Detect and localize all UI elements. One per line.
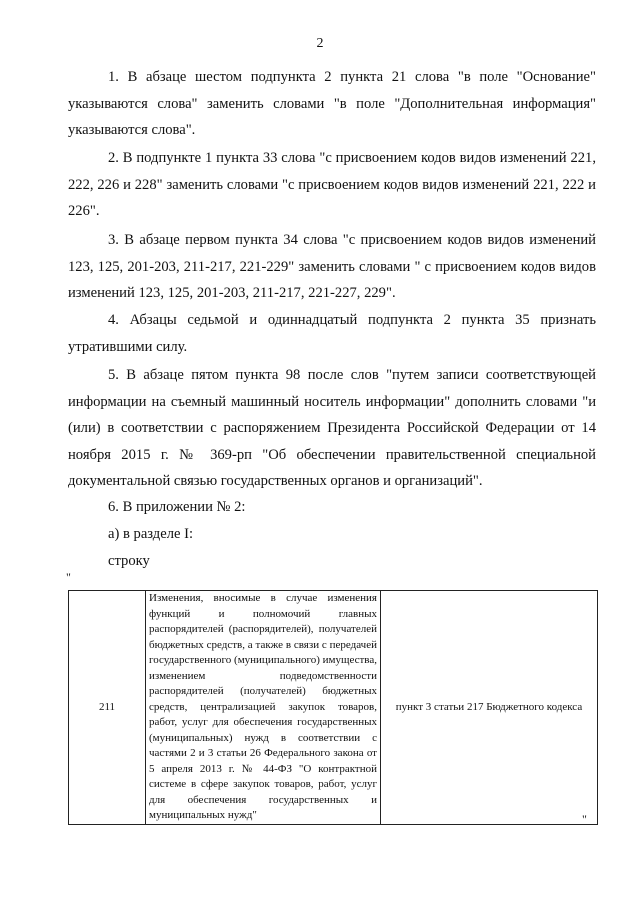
amendment-table (68, 590, 598, 825)
paragraph-3: 3. В абзаце первом пункта 34 слова "с присвоением кодов видов изменений 123, 125, 201-203, 211-217, 221-229" заменить словами " с присвоением кодов видов изменений 123, 125, 201-203, 211-217, 221-227, 229". (68, 232, 596, 301)
paragraph-6: 6. В приложении № 2: (108, 499, 246, 515)
code-cell: 211 (69, 591, 146, 825)
paragraph-2: 2. В подпункте 1 пункта 33 слова "с присвоением кодов видов изменений 221, 222, 226 и 228" заменить словами "с присвоением кодов видов изменений 221, 222 и 226". (68, 150, 596, 219)
table-row (69, 591, 598, 825)
opening-quote: " (66, 570, 71, 584)
paragraph-4: 4. Абзацы седьмой и одиннадцатый подпункта 2 пункта 35 признать утратившими силу. (68, 312, 596, 355)
paragraph-5: 5. В абзаце пятом пункта 98 после слов "путем записи соответствующей информации на съемный машинный носитель информации" дополнить словами "и (или) в соответствии с распоряжением Президента Российской Федерации от 14 ноября 2015 г. № 369-рп "Об обеспечении правительственной специальной документальной связью государственных органов и организаций". (68, 367, 596, 489)
paragraph-8: строку (108, 553, 150, 569)
description-cell: Изменения, вносимые в случае изменения функций и полномочий главных распорядителей (распорядителей), получателей бюджетных средств, а также в связи с передачей государственного (муниципального) имущества, изменением подведомственности распорядителей (получателей) бюджетных средств, централизацией закупок товаров, работ, услуг для обеспечения государственных (муниципальных) нужд в соответствии с частями 2 и 3 статьи 26 Федерального закона от 5 апреля 2013 г. № 44-ФЗ "О контрактной системе в сфере закупок товаров, работ, услуг для обеспечения государственных и муниципальных нужд" (146, 591, 381, 825)
paragraph-7: а) в разделе I: (108, 526, 194, 542)
paragraph-1: 1. В абзаце шестом подпункта 2 пункта 21 слова "в поле "Основание" указываются слова" заменить словами "в поле "Дополнительная информация" указываются слова". (68, 69, 596, 138)
page-number: 2 (316, 36, 324, 51)
closing-quote: " (582, 812, 587, 826)
legal-basis-cell: пункт 3 статьи 217 Бюджетного кодекса (381, 591, 598, 825)
